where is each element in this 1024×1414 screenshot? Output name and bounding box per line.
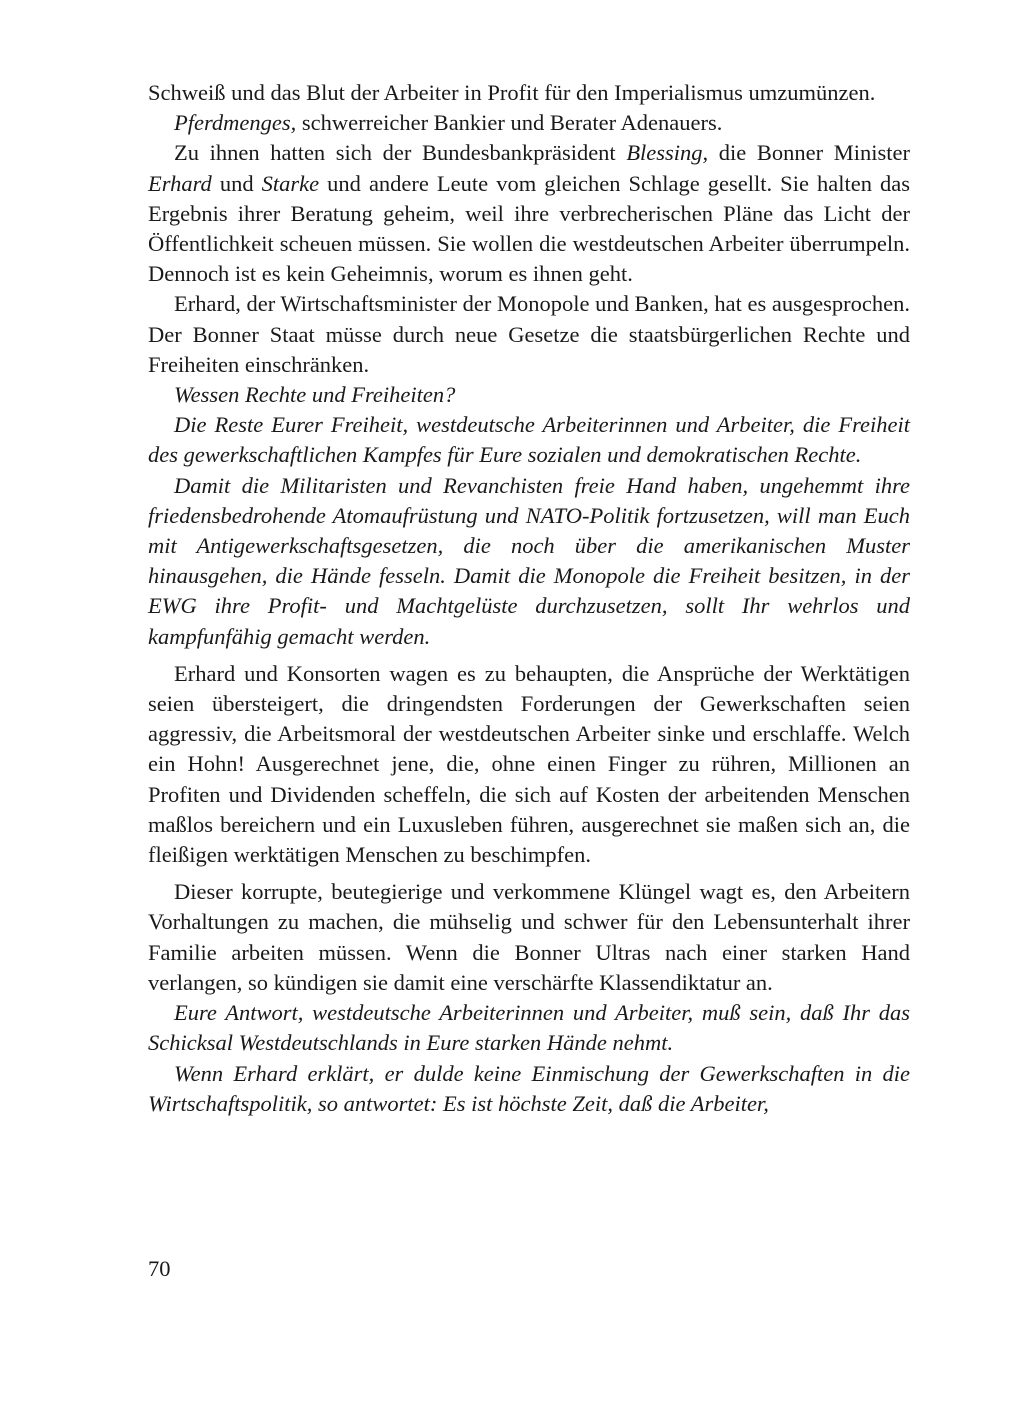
paragraph-6: [148, 410, 910, 470]
italic-run: Die Reste Eurer Freiheit, westdeutsche Arbeiterinnen und Arbeiter, die Freiheit des gewerkschaftlichen Kampfes für Eure sozialen und demokratischen Rechte.: [148, 412, 910, 468]
italic-run: Wenn Erhard erklärt, er dulde keine Einmischung der Gewerkschaften in die Wirtschaftspolitik, so antwortet: Es ist höchste Zeit, daß die Arbeiter,: [148, 1060, 910, 1116]
paragraph-3: [148, 138, 910, 289]
paragraph-5: [148, 380, 910, 410]
text-run: die Bonner Minister: [708, 140, 910, 166]
italic-run: Pferdmenges,: [174, 110, 297, 136]
paragraph-11: [148, 1059, 910, 1119]
paragraph-8: [148, 659, 910, 870]
paragraph-4: [148, 289, 910, 380]
italic-run: Erhard: [148, 170, 212, 196]
page-body: [148, 78, 910, 1119]
text-run: Erhard und Konsorten wagen es zu behaupten, die Ansprüche der Werktätigen seien übersteigert, die dringendsten Forderungen der Gewerkschaften seien aggressiv, die Arbeitsmoral der westdeutschen Arbeiter sinke und erschlaffe. Welch ein Hohn! Ausgerechnet jene, die, ohne einen Finger zu rühren, Millionen an Profiten und Dividenden scheffeln, die sich auf Kosten der arbeitenden Menschen maßlos bereichern und ein Luxusleben führen, ausgerechnet sie maßen sich an, die fleißigen werktätigen Menschen zu beschimpfen.: [148, 660, 910, 868]
paragraph-9: [148, 877, 910, 998]
text-run: Erhard, der Wirtschaftsminister der Monopole und Banken, hat es ausgesprochen. Der Bonner Staat müsse durch neue Gesetze die staatsbürgerlichen Rechte und Freiheiten einschränken.: [148, 291, 910, 377]
italic-run: Starke: [261, 170, 320, 196]
paragraph-1: [148, 78, 910, 108]
text-run: und andere Leute vom gleichen Schlage gesellt. Sie halten das Ergebnis ihrer Beratung geheim, weil ihre verbrecherischen Pläne das Licht der Öffentlichkeit scheuen müssen. Sie wollen die westdeutschen Arbeiter überrumpeln. Dennoch ist es kein Geheimnis, worum es ihnen geht.: [148, 170, 910, 287]
italic-run: Eure Antwort, westdeutsche Arbeiterinnen und Arbeiter, muß sein, daß Ihr das Schicksal Westdeutschlands in Eure starken Hände nehmt.: [148, 1000, 910, 1056]
text-run: Schweiß und das Blut der Arbeiter in Profit für den Imperialismus umzumünzen.: [148, 80, 876, 105]
page-number: 70: [148, 1256, 171, 1281]
italic-run: Wessen Rechte und Freiheiten?: [174, 382, 456, 408]
italic-run: Blessing,: [626, 140, 709, 166]
text-run: schwerreicher Bankier und Berater Adenauers.: [296, 110, 723, 136]
italic-run: Damit die Militaristen und Revanchisten freie Hand haben, ungehemmt ihre friedensbedrohende Atomaufrüstung und NATO-Politik fortzusetzen, will man Euch mit Antigewerkschaftsgesetzen, die noch über die amerikanischen Muster hinausgehen, die Hände fesseln. Damit die Monopole die Freiheit besitzen, in der EWG ihre Profit- und Machtgelüste durchzusetzen, sollt Ihr wehrlos und kampfunfähig gemacht werden.: [148, 472, 910, 649]
text-run: Dieser korrupte, beutegierige und verkommene Klüngel wagt es, den Arbeitern Vorhaltungen zu machen, die mühselig und schwer für den Lebensunterhalt ihrer Familie arbeiten müssen. Wenn die Bonner Ultras nach einer starken Hand verlangen, so kündigen sie damit eine verschärfte Klassendiktatur an.: [148, 879, 910, 995]
paragraph-10: [148, 998, 910, 1058]
paragraph-2: [148, 108, 910, 138]
text-run: Zu ihnen hatten sich der Bundesbankpräsident: [174, 140, 627, 166]
paragraph-7: [148, 471, 910, 652]
text-run: und: [211, 170, 262, 196]
